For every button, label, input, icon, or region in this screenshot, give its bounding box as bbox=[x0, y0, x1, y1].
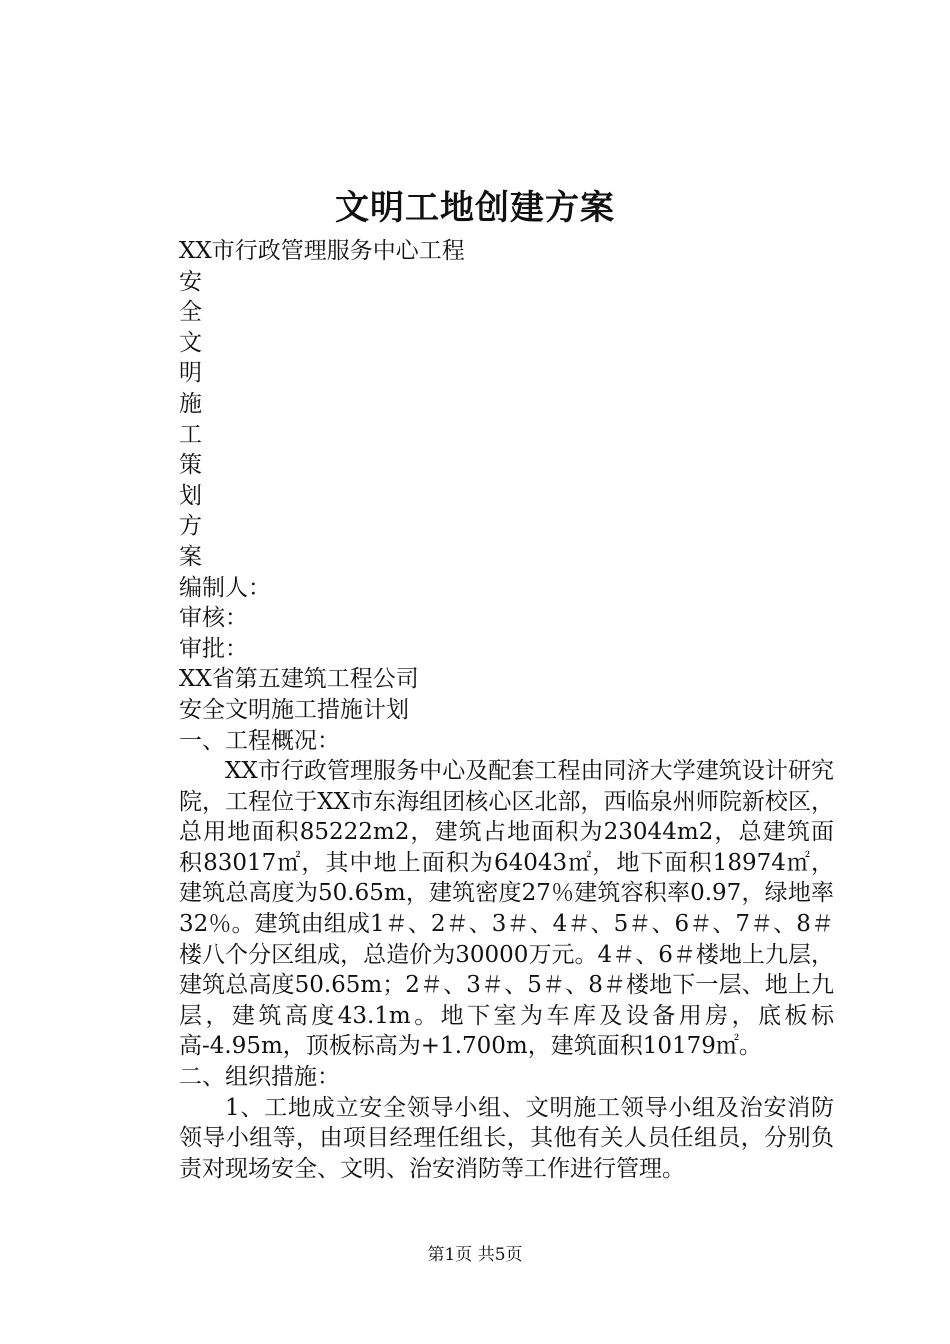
section1-heading: 一、工程概况： bbox=[179, 727, 340, 754]
vertical-title-char: 文 bbox=[179, 329, 202, 356]
section2-body: 1、工地成立安全领导小组、文明施工领导小组及治安消防领导小组等，由项目经理任组长，其他有关人员任组员，分别负责对现场安全、文明、治安消防等工作进行管理。 bbox=[179, 1094, 834, 1182]
document-title: 文明工地创建方案 bbox=[335, 188, 615, 228]
approver-label: 审批： bbox=[179, 635, 248, 662]
vertical-title-char: 安 bbox=[179, 268, 202, 295]
reviewer-label: 审核： bbox=[179, 605, 248, 632]
document-body bbox=[179, 236, 834, 1184]
section1-body: XX市行政管理服务中心及配套工程由同济大学建筑设计研究院，工程位于XX市东海组团核心区北部，西临泉州师院新校区，总用地面积85222m2，建筑占地面积为23044m2，总建筑面积83017㎡，其中地上面积为64043㎡，地下面积18974㎡，建筑总高度为50.65m，建筑密度27％建筑容积率0.97，绿地率32％。建筑由组成1＃、2＃、3＃、4＃、5＃、6＃、7＃、8＃楼八个分区组成，总造价为30000万元。4＃、6＃楼地上九层，建筑总高度50.65m；2＃、3＃、5＃、8＃楼地下一层、地上九层，建筑高度43.1m。地下室为车库及设备用房，底板标高-4.95m，顶板标高为+1.700m，建筑面积10179㎡。 bbox=[179, 758, 834, 1060]
page-footer: 第1页 共5页 bbox=[427, 1245, 523, 1265]
vertical-title-char: 工 bbox=[179, 421, 202, 448]
vertical-title-char: 明 bbox=[179, 360, 202, 387]
vertical-title-char: 全 bbox=[179, 299, 202, 326]
section2-heading: 二、组织措施： bbox=[179, 1064, 340, 1091]
vertical-title-char: 方 bbox=[179, 513, 202, 540]
vertical-title-char: 施 bbox=[179, 390, 202, 417]
vertical-title-char: 策 bbox=[179, 452, 202, 479]
company-name: XX省第五建筑工程公司 bbox=[179, 666, 419, 693]
project-line: XX市行政管理服务中心工程 bbox=[179, 238, 465, 264]
compiler-label: 编制人： bbox=[179, 574, 271, 601]
vertical-title-char: 划 bbox=[179, 482, 202, 509]
plan-title: 安全文明施工措施计划 bbox=[179, 696, 409, 723]
vertical-title-char: 案 bbox=[179, 543, 202, 570]
